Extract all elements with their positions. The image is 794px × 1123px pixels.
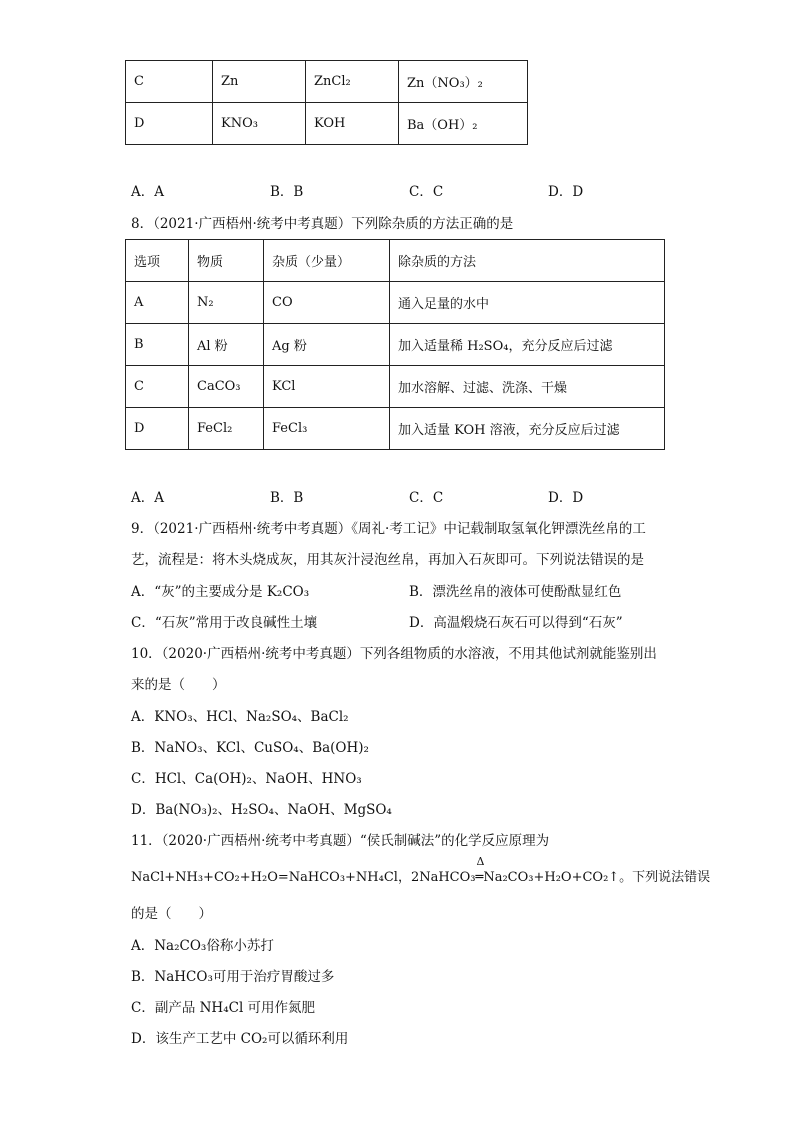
table-cell: 加水溶解、过滤、洗涤、干燥 [390,366,665,408]
q8-option-b[interactable]: B．B [270,490,304,506]
q11-option-d[interactable]: D．该生产工艺中 CO₂可以循环利用 [131,1031,349,1047]
q9-stem-line-2: 艺，流程是：将木头烧成灰，用其灰汁浸泡丝帛，再加入石灰即可。下列说法错误的是 [131,552,644,568]
heat-condition [475,855,485,888]
table-cell: 加入适量 KOH 溶液，充分反应后过滤 [390,408,665,450]
q11-option-a[interactable]: A．Na₂CO₃俗称小苏打 [131,938,274,954]
q8-option-c[interactable]: C．C [409,490,444,506]
table-cell: CaCO₃ [189,366,264,408]
q10-option-a[interactable]: A．KNO₃、HCl、Na₂SO₄、BaCl₂ [131,709,349,725]
table-cell: Zn [213,61,306,103]
q10-option-b[interactable]: B．NaNO₃、KCl、CuSO₄、Ba(OH)₂ [131,740,369,756]
table-cell: FeCl₃ [264,408,390,450]
table-header-cell: 除杂质的方法 [390,240,665,282]
table-cell: ZnCl₂ [306,61,399,103]
table-cell: N₂ [189,282,264,324]
table-cell: Al 粉 [189,324,264,366]
q9-option-b[interactable]: B．漂洗丝帛的液体可使酚酞显红色 [409,584,622,600]
table-header-cell: 物质 [189,240,264,282]
table-cell: C [126,366,189,408]
table-row [126,366,665,408]
table-cell: D [126,408,189,450]
equals-sign: ═ [475,870,484,885]
table-header-cell: 杂质（少量） [264,240,390,282]
q9-option-c[interactable]: C．“石灰”常用于改良碱性土壤 [131,615,318,631]
q10-stem-line-1: 10．（2020·广西梧州·统考中考真题）下列各组物质的水溶液，不用其他试剂就能鉴别出 [131,646,657,662]
table-header-row [126,240,665,282]
equation-part-1: NaCl+NH₃+CO₂+H₂O=NaHCO₃+NH₄Cl，2NaHCO₃ [131,870,476,885]
q11-stem-line-3: 的是（ ） [131,906,212,922]
table-cell: 加入适量稀 H₂SO₄，充分反应后过滤 [390,324,665,366]
q8-stem: 8．（2021·广西梧州·统考中考真题）下列除杂质的方法正确的是 [131,216,514,232]
q7-option-b[interactable]: B．B [270,184,304,200]
table-cell: KOH [306,103,399,145]
table-cell: FeCl₂ [189,408,264,450]
q7-table [125,60,528,145]
table-cell: 通入足量的水中 [390,282,665,324]
q8-option-a[interactable]: A．A [131,490,164,506]
table-header-cell: 选项 [126,240,189,282]
q7-option-a[interactable]: A．A [131,184,164,200]
table-cell: C [126,61,213,103]
q11-option-c[interactable]: C．副产品 NH₄Cl 可用作氮肥 [131,1000,316,1016]
q7-option-d[interactable]: D．D [548,184,584,200]
table-row [126,103,528,145]
q9-option-d[interactable]: D．高温煅烧石灰石可以得到“石灰” [409,615,623,631]
q8-option-d[interactable]: D．D [548,490,584,506]
table-cell: KNO₃ [213,103,306,145]
table-cell: Ba（OH）₂ [399,103,528,145]
table-row [126,61,528,103]
equation-part-2: Na₂CO₃+H₂O+CO₂↑。下列说法错误 [483,870,711,885]
q10-stem-line-2: 来的是（ ） [131,677,226,693]
delta-icon: Δ [476,855,485,868]
q11-stem-line-1: 11．（2020·广西梧州·统考中考真题）“侯氏制碱法”的化学反应原理为 [131,833,550,849]
q11-option-b[interactable]: B．NaHCO₃可用于治疗胃酸过多 [131,969,335,985]
q8-table [125,239,665,450]
table-row [126,282,665,324]
table-cell: D [126,103,213,145]
table-row [126,324,665,366]
q10-option-c[interactable]: C．HCl、Ca(OH)₂、NaOH、HNO₃ [131,771,362,787]
table-row [126,408,665,450]
table-cell: A [126,282,189,324]
table-cell: Zn（NO₃）₂ [399,61,528,103]
table-cell: Ag 粉 [264,324,390,366]
table-cell: KCl [264,366,390,408]
q10-option-d[interactable]: D．Ba(NO₃)₂、H₂SO₄、NaOH、MgSO₄ [131,802,392,818]
q11-equation [131,855,711,888]
q9-stem-line-1: 9．（2021·广西梧州·统考中考真题）《周礼·考工记》中记载制取氢氧化钾漂洗丝帛的工 [131,521,646,537]
table-cell: CO [264,282,390,324]
q9-option-a[interactable]: A．“灰”的主要成分是 K₂CO₃ [131,584,310,600]
table-cell: B [126,324,189,366]
q7-option-c[interactable]: C．C [409,184,444,200]
